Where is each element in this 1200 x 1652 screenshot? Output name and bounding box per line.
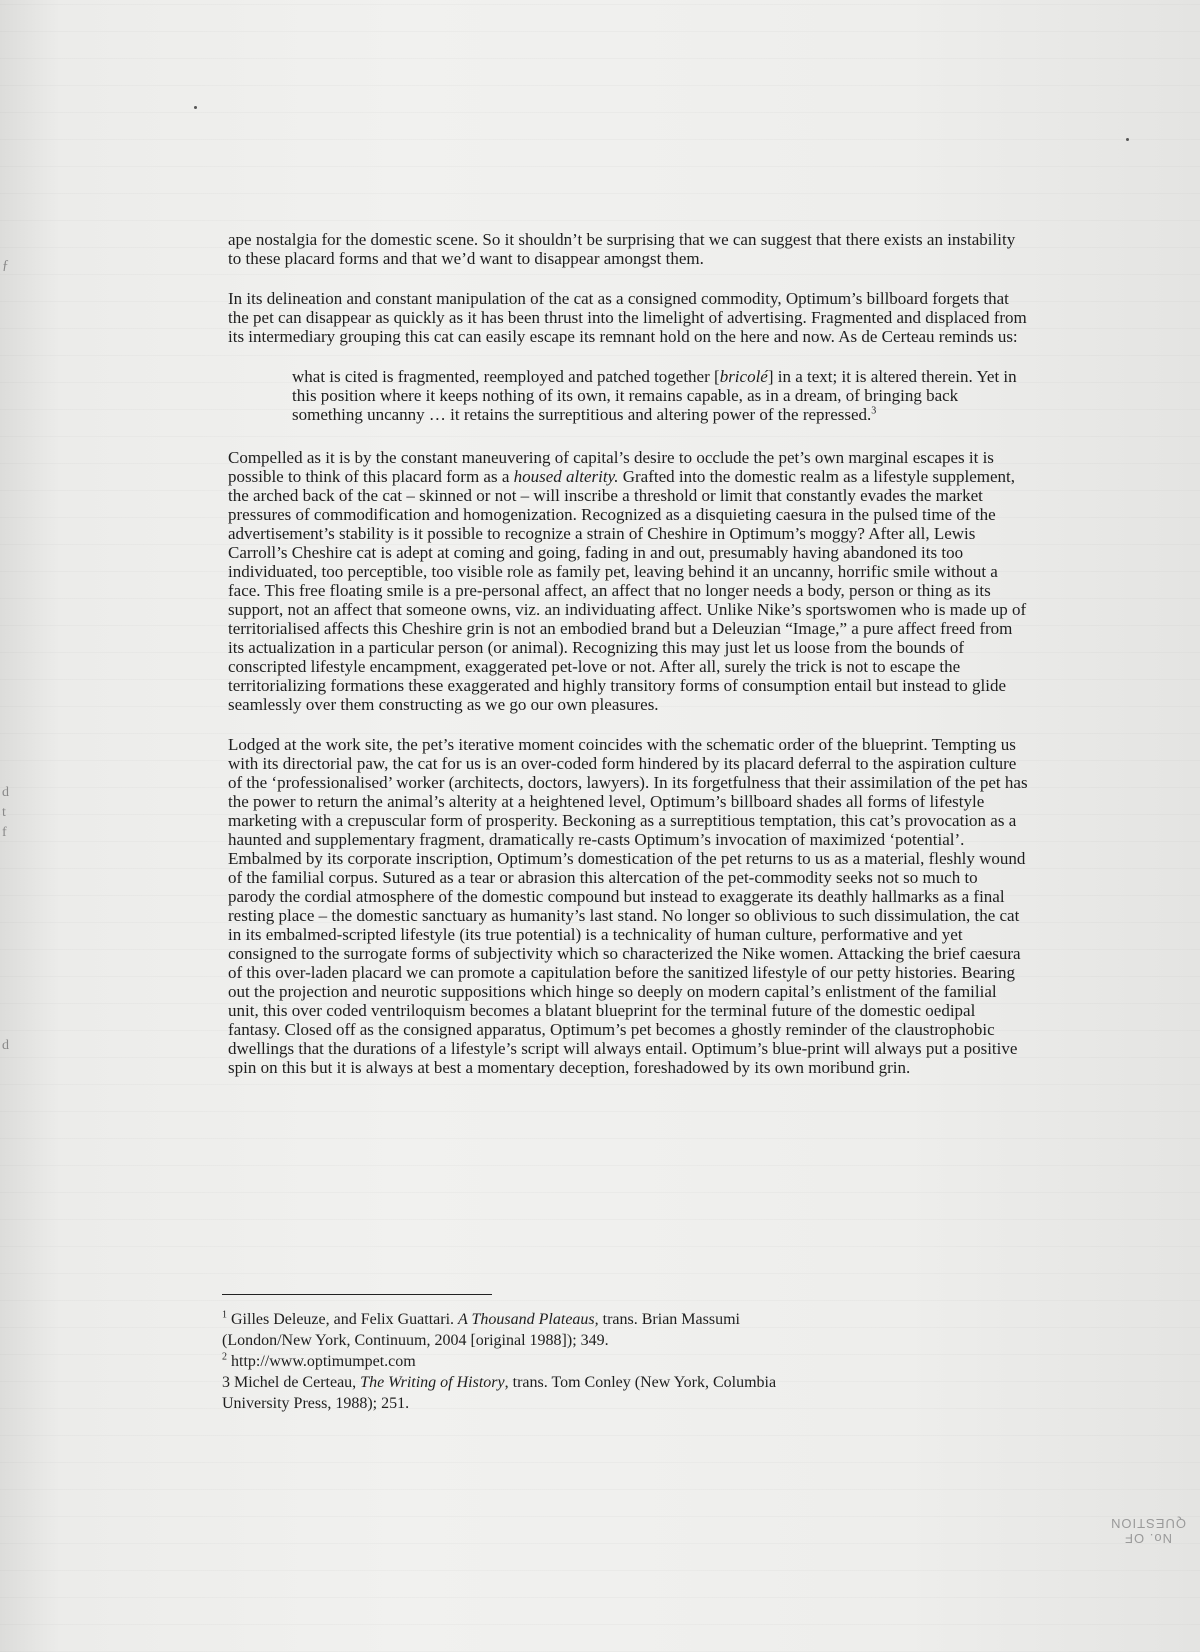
margin-mark: t [2, 805, 6, 820]
quote-text: what is cited is fragmented, reemployed and patched together [ [292, 367, 720, 386]
footnote-divider [222, 1294, 492, 1295]
footnote-3-end: , trans. Tom Conley (New York, Columbia University Press, 1988); 251. [222, 1374, 777, 1412]
footnote-3-start: 3 Michel de Certeau, [222, 1374, 361, 1391]
stamp-line-1: No. OF [1124, 1531, 1172, 1546]
paragraph-2: In its delineation and constant manipulation of the cat as a consigned commodity, Optimum’s billboard forgets that the pet can disappear as quickly as it has been thrust into the limelight of advertising. Fragmented and displaced from its intermediary grouping this cat can easily escape its remnant hold on the here and now. As de Certeau reminds us: [228, 289, 1027, 346]
quote-text-end: ] in a text; it is altered therein. Yet in this position where it keeps nothing of its own, it remains capable, as in a dream, of bringing back something uncanny … it retains the surreptitious and altering power of the repressed. [292, 367, 1017, 424]
speck [1126, 138, 1129, 141]
footnote-1-title: A Thousand Plateaus, [458, 1311, 599, 1328]
footnote-number: 1 [222, 1309, 227, 1321]
stamp-line-2: QUESTION [1110, 1516, 1186, 1531]
margin-mark: ƒ [2, 258, 9, 273]
paragraph-3-start: Compelled as it is by the constant maneuvering of capital’s desire to occlude the pet’s own marginal escapes it is possible to think of this placard form as a [228, 448, 994, 486]
paragraph-3-end: Grafted into the domestic realm as a lifestyle supplement, the arched back of the cat – skinned or not – will inscribe a threshold or limit that constantly evades the market pressures of commodification and homogenization. Recognized as a disquieting caesura in the pulsed time of the advertisement’s stability is it possible to recognize a strain of Cheshire in Optimum’s moggy? After all, Lewis Carroll’s Cheshire cat is adept at coming and going, fading in and out, presumably having abandoned its too individuated, too perceptible, too visible role as family pet, leaving behind it an uncanny, horrific smile without a face. This free floating smile is a pre-personal affect, an affect that no longer needs a body, person or thing as its support, not an affect that someone owns, viz. an individuating affect. Unlike Nike’s sportswomen who is made up of territorialised affects this Cheshire grin is not an embodied brand but a Deleuzian “Image,” a pure affect freed from its actualization in a particular person (or animal). Recognizing this may just let us loose from the bounds of conscripted lifestyle encampment, exaggerated pet-love or not. After all, surely the trick is not to escape the territorializing formations these exaggerated and highly transitory forms of consumption entail but instead to glide seamlessly over them constructing as we go our own pleasures. [228, 467, 1027, 714]
block-quote [292, 367, 1028, 424]
margin-mark: d [2, 785, 9, 800]
footnote-2-link[interactable]: http://www.optimumpet.com [227, 1353, 416, 1370]
quote-italic: bricolé [719, 367, 768, 386]
paragraph-1: ape nostalgia for the domestic scene. So it shouldn’t be surprising that we can suggest that there exists an instability to these placard forms and that we’d want to disappear amongst them. [228, 230, 1016, 268]
paragraph-3 [228, 448, 1028, 714]
question-number-stamp [1110, 1516, 1186, 1546]
footnote-2 [222, 1351, 782, 1372]
paragraph-4: Lodged at the work site, the pet’s iterative moment coincides with the schematic order of the blueprint. Tempting us with its directorial paw, the cat for us is an over-coded form hindered by its placard deferral to the aspiration culture of the ‘professionalised’ worker (architects, doctors, lawyers). In its forgetfulness that their assimilation of the pet has the power to return the animal’s alterity at a heightened level, Optimum’s billboard shades all forms of lifestyle marketing with a crepuscular form of prosperity. Beckoning as a surreptitious temptation, this cat’s provocation as a haunted and supplementary fragment, dramatically re-casts Optimum’s invocation of maximized ‘potential’. Embalmed by its corporate inscription, Optimum’s domestication of the pet returns to us as a material, fleshly wound of the familial corpus. Sutured as a tear or abrasion this altercation of the pet-commodity seeks not so much to parody the cordial atmosphere of the domestic compound but instead to exaggerate its deathly hallmarks as a final resting place – the domestic sanctuary as humanity’s last stand. No longer so oblivious to such dissimulation, the cat in its embalmed-scripted lifestyle (its true potential) is a technicality of human culture, performative and yet consigned to the surrogate forms of subjectivity which so characterized the Nike women. Attacking the brief caesura of this over-laden placard we can promote a capitulation before the sanitized lifestyle of our petty histories. Bearing out the projection and neurotic suppositions which hinge so deeply on modern capital’s enlistment of the familial unit, this over coded ventriloquism becomes a blatant blueprint for the terminal future of the domestic oedipal fantasy. Closed off as the consigned apparatus, Optimum’s pet becomes a ghostly reminder of the claustrophobic dwellings that the durations of a lifestyle’s script will always entail. Optimum’s blue-print will always put a positive spin on this but it is always at best a momentary deception, foreshadowed by its own moribund grin. [228, 735, 1028, 1077]
footnote-1-start: Gilles Deleuze, and Felix Guattari. [227, 1311, 459, 1328]
margin-mark: d [2, 1038, 9, 1053]
body-text [228, 230, 1028, 1098]
footnote-1-end: trans. Brian Massumi (London/New York, Continuum, 2004 [original 1988]); 349. [222, 1311, 740, 1349]
footnote-number: 2 [222, 1351, 227, 1363]
margin-mark: f [2, 825, 7, 840]
paragraph-3-italic: housed alterity. [513, 467, 619, 486]
footnote-ref-3[interactable]: 3 [871, 405, 877, 417]
footnotes [222, 1294, 782, 1414]
footnote-3 [222, 1372, 782, 1414]
footnote-1 [222, 1309, 782, 1351]
speck [194, 106, 197, 109]
footnote-3-title: The Writing of History [360, 1374, 505, 1391]
